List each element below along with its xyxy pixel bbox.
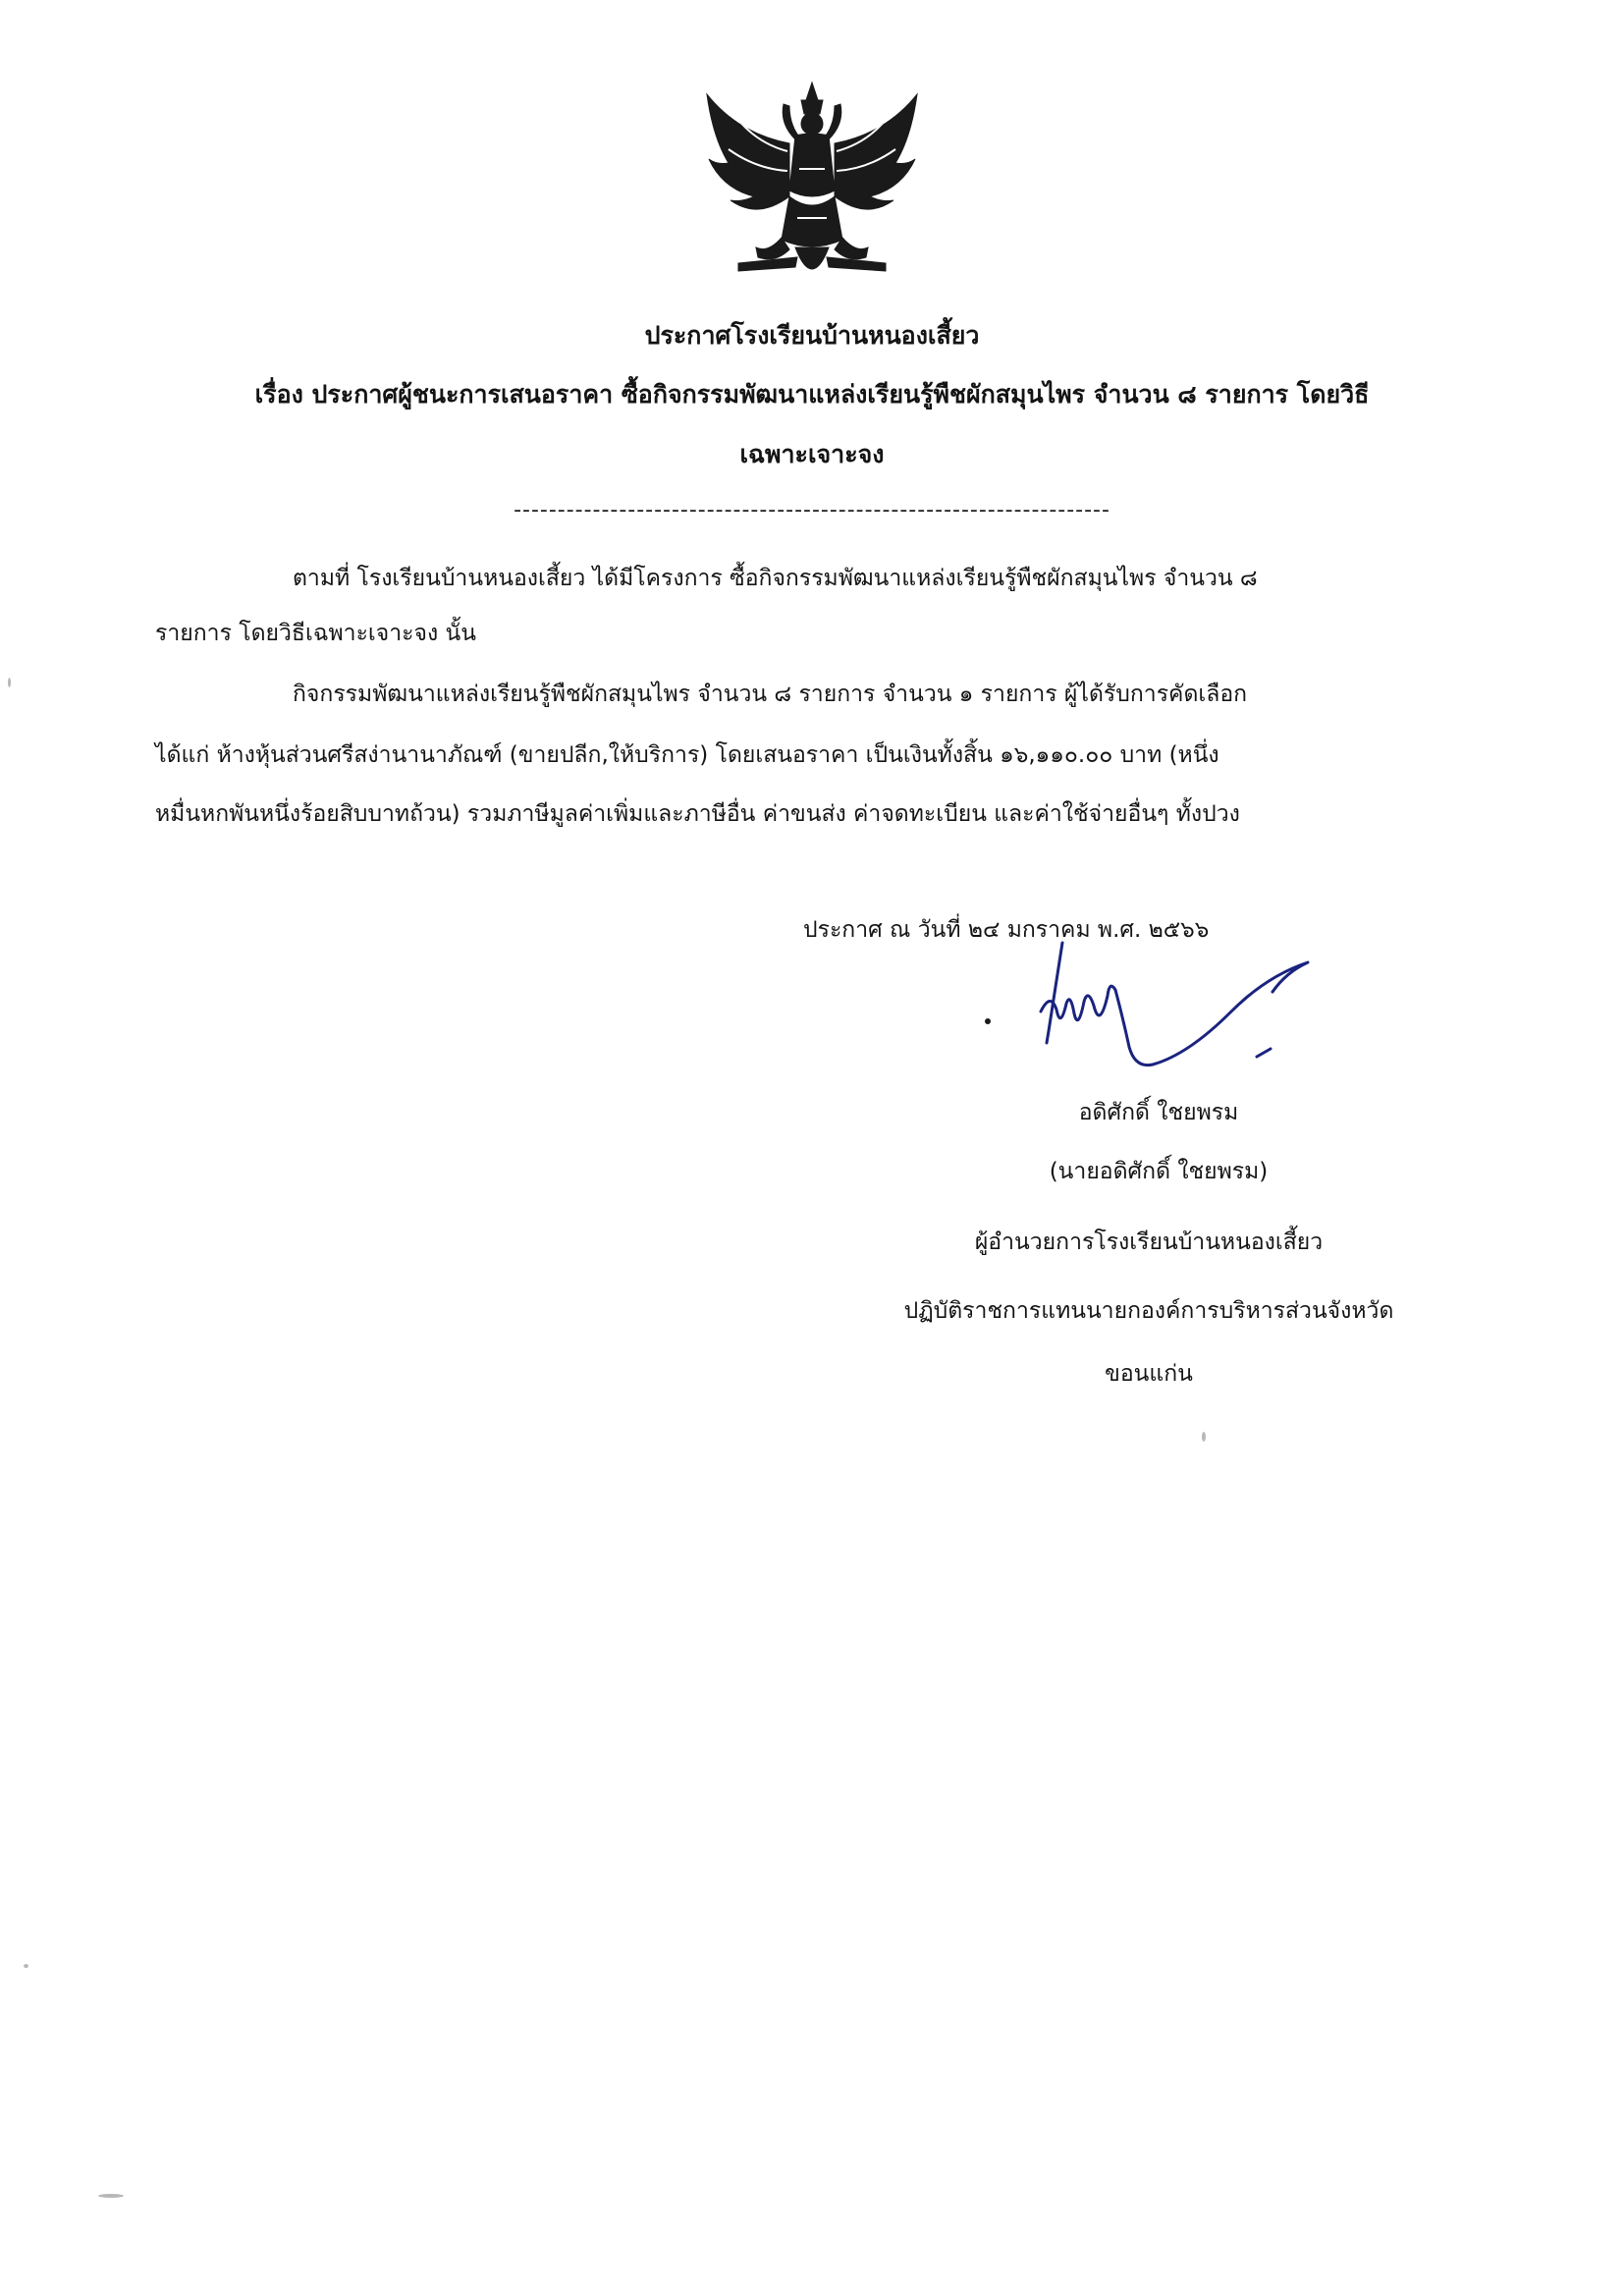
paragraph-1-line-2: รายการ โดยวิธีเฉพาะเจาะจง นั้น <box>155 621 476 646</box>
signer-full-name: (นายอดิศักดิ์ ใชยพรม) <box>1049 1159 1269 1184</box>
scan-speck <box>1202 1432 1206 1442</box>
signer-position-line-3: ขอนแก่น <box>1105 1361 1193 1387</box>
paragraph-2-line-3: หมื่นหกพันหนึ่งร้อยสิบบาทถ้วน) รวมภาษีมูลค่าเพิ่มและภาษีอื่น ค่าขนส่ง ค่าจดทะเบียน และค่าใช้จ่ายอื่นๆ ทั้งปวง <box>155 801 1240 827</box>
paragraph-2-line-2: ได้แก่ ห้างหุ้นส่วนศรีสง่านานาภัณฑ์ (ขายปลีก,ให้บริการ) โดยเสนอราคา เป็นเงินทั้งสิ้น ๑๖,๑๑๐.๐๐ บาท (หนึ่ง <box>155 742 1219 768</box>
signer-position-line-2: ปฏิบัติราชการแทนนายกองค์การบริหารส่วนจังหวัด <box>903 1298 1394 1324</box>
handwritten-signature <box>972 941 1326 1088</box>
document-title: ประกาศโรงเรียนบ้านหนองเสี้ยว <box>644 321 980 350</box>
paragraph-1-line-1: ตามที่ โรงเรียนบ้านหนองเสี้ยว ได้มีโครงการ ซื้อกิจกรรมพัฒนาแหล่งเรียนรู้พืชผักสมุนไพร จำนวน ๘ <box>293 566 1258 591</box>
title-divider: -------------------------------------------------------------------- <box>514 498 1110 522</box>
subject-line-2: เฉพาะเจาะจง <box>739 440 885 468</box>
scan-speck <box>8 678 11 687</box>
announcement-date: ประกาศ ณ วันที่ ๒๔ มกราคม พ.ศ. ๒๕๖๖ <box>803 917 1210 943</box>
garuda-emblem-icon <box>699 81 925 292</box>
signer-position-line-1: ผู้อำนวยการโรงเรียนบ้านหนองเสี้ยว <box>974 1230 1324 1255</box>
paragraph-2-line-1: กิจกรรมพัฒนาแหล่งเรียนรู้พืชผักสมุนไพร จำนวน ๘ รายการ จำนวน ๑ รายการ ผู้ได้รับการคัดเลือก <box>293 682 1248 707</box>
scan-speck <box>24 1964 28 1968</box>
signer-name: อดิศักดิ์ ใชยพรม <box>1078 1100 1239 1125</box>
scan-speck <box>98 2194 124 2198</box>
subject-line-1: เรื่อง ประกาศผู้ชนะการเสนอราคา ซื้อกิจกรรมพัฒนาแหล่งเรียนรู้พืชผักสมุนไพร จำนวน ๘ รายการ โดยวิธี <box>254 380 1370 409</box>
